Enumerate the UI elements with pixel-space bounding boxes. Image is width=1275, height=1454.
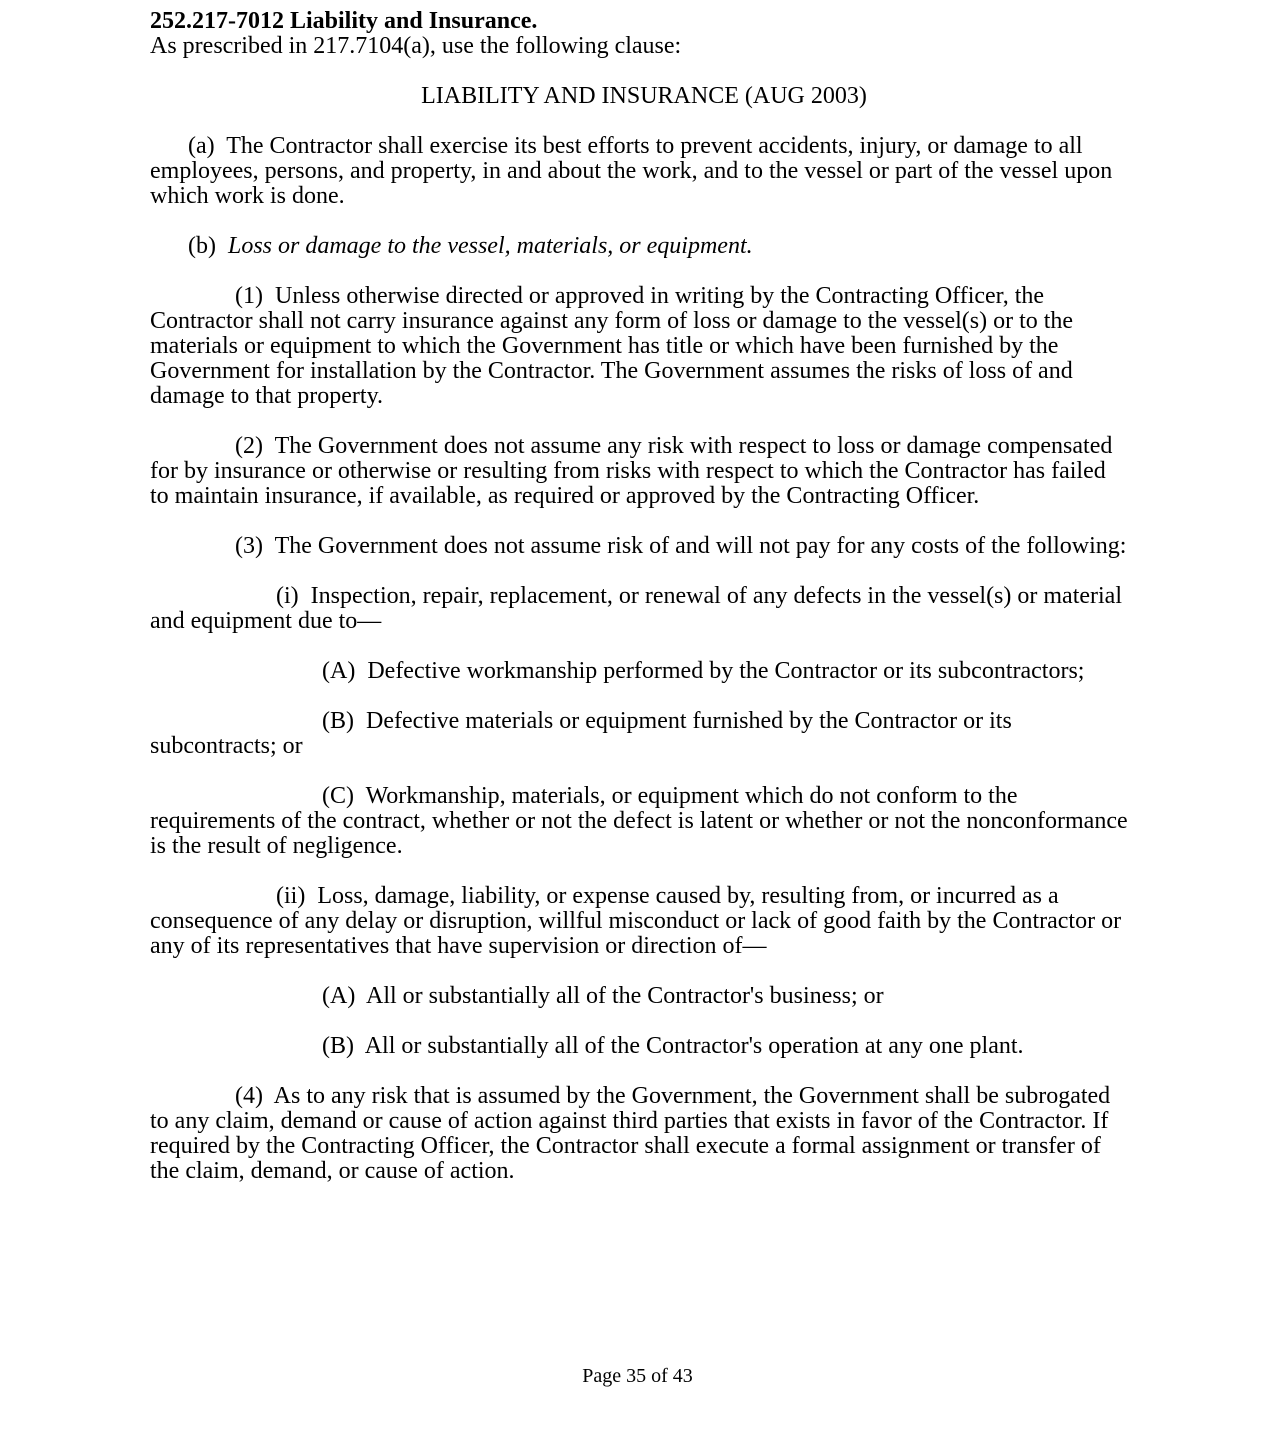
paragraph-label: (ii) [276,883,306,909]
paragraph-b-3-i-C [150,784,1130,859]
paragraph-text: All or substantially all of the Contractor's business; or [366,983,884,1009]
paragraph-label: (2) [235,433,263,459]
paragraph-label: (3) [235,533,263,559]
paragraph-text: Inspection, repair, replacement, or renewal of any defects in the vessel(s) or material and equipment due to— [150,583,1123,634]
paragraph-label: (1) [235,283,263,309]
page-number-footer: Page 35 of 43 [582,1365,693,1387]
paragraph-label: (A) [322,983,356,1009]
paragraph-label: (C) [322,783,354,809]
paragraph-b [150,234,1130,259]
prescription-intro: As prescribed in 217.7104(a), use the following clause: [150,33,682,59]
paragraph-b-3-i-A [150,659,1130,684]
paragraph-text: Workmanship, materials, or equipment which do not conform to the requirements of the contract, whether or not the defect is latent or whether or not the nonconformance is the result of negligence. [150,783,1128,859]
paragraph-label: (A) [322,658,356,684]
paragraph-label: (b) [188,233,216,259]
clause-heading: 252.217-7012 Liability and Insurance. [150,8,538,34]
paragraph-b-3-ii-B [150,1034,1130,1059]
paragraph-text: The Contractor shall exercise its best efforts to prevent accidents, injury, or damage to all employees, persons, and property, in and about the work, and to the vessel or part of the vessel upon which work is done. [150,133,1113,209]
paragraph-b-1 [150,284,1130,409]
paragraph-text: Defective materials or equipment furnished by the Contractor or its subcontracts; or [150,708,1012,759]
clause-title: LIABILITY AND INSURANCE (AUG 2003) [421,83,867,109]
paragraph-b-3-ii [150,884,1130,959]
document-page [150,9,1130,1209]
paragraph-text: The Government does not assume any risk with respect to loss or damage compensated for by insurance or otherwise or resulting from risks with respect to which the Contractor has failed to maintain insurance, if available, as required or approved by the Contracting Officer. [150,433,1113,509]
paragraph-text: Defective workmanship performed by the Contractor or its subcontractors; [367,658,1085,684]
paragraph-a [150,134,1130,209]
paragraph-text: The Government does not assume risk of and will not pay for any costs of the following: [274,533,1127,559]
paragraph-label: (B) [322,1033,354,1059]
paragraph-text: All or substantially all of the Contractor's operation at any one plant. [364,1033,1024,1059]
paragraph-b-3-i [150,584,1130,634]
paragraph-b-3-i-B [150,709,1130,759]
paragraph-text: As to any risk that is assumed by the Government, the Government shall be subrogated to any claim, demand or cause of action against third parties that exists in favor of the Contractor. If required by the Contracting Officer, the Contractor shall execute a formal assignment or transfer of the claim, demand, or cause of action. [150,1083,1111,1184]
paragraph-b-3 [150,534,1130,559]
paragraph-label: (a) [188,133,215,159]
paragraph-text: Unless otherwise directed or approved in writing by the Contracting Officer, the Contractor shall not carry insurance against any form of loss or damage to the vessel(s) or to the materials or equipment to which the Government has title or which have been furnished by the Government for installation by the Contractor. The Government assumes the risks of loss of and damage to that property. [150,283,1074,409]
paragraph-text: Loss, damage, liability, or expense caused by, resulting from, or incurred as a consequence of any delay or disruption, willful misconduct or lack of good faith by the Contractor or any of its representatives that have supervision or direction of— [150,883,1122,959]
paragraph-label: (4) [235,1083,263,1109]
paragraph-b-2 [150,434,1130,509]
paragraph-b-4 [150,1084,1130,1184]
paragraph-b-3-ii-A [150,984,1130,1009]
paragraph-label: (B) [322,708,354,734]
paragraph-label: (i) [276,583,299,609]
paragraph-text: Loss or damage to the vessel, materials, or equipment. [227,233,753,259]
